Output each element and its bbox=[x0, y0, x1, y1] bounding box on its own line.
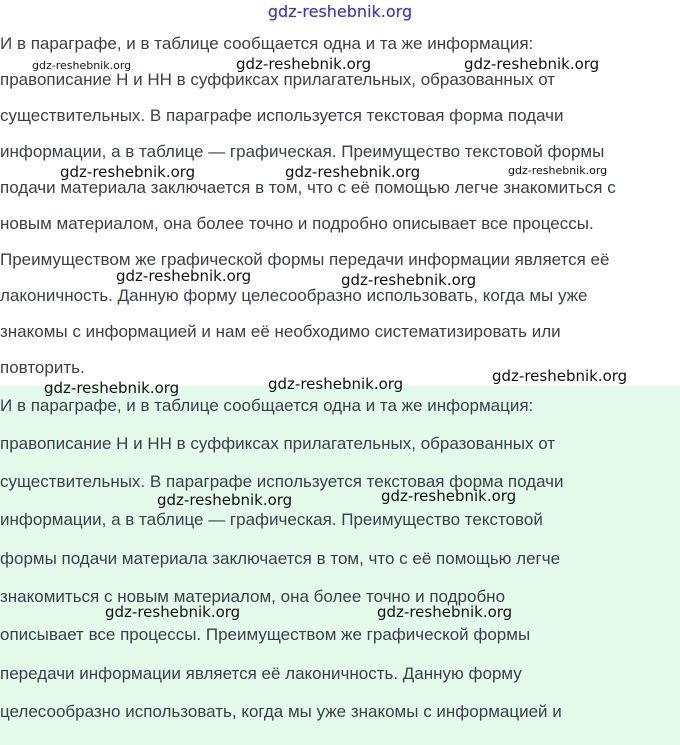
text-line: И в параграфе, и в таблице сообщается одна и та же информация: bbox=[0, 34, 534, 53]
watermark: gdz-reshebnik.org bbox=[116, 267, 252, 285]
watermark: gdz-reshebnik.org bbox=[341, 271, 477, 289]
watermark: gdz-reshebnik.org bbox=[60, 163, 196, 181]
watermark: gdz-reshebnik.org bbox=[381, 487, 517, 505]
text-line: существительных. В параграфе используется текстовая форма подачи bbox=[0, 106, 564, 125]
watermark: gdz-reshebnik.org bbox=[377, 603, 513, 621]
watermark: gdz-reshebnik.org bbox=[268, 375, 404, 393]
text-line: информации, а в таблице — графическая. Преимущество текстовой формы bbox=[0, 142, 605, 161]
text-line: повторить. bbox=[0, 358, 85, 377]
watermark: gdz-reshebnik.org bbox=[44, 379, 180, 397]
text-line: подачи материала заключается в том, что с её помощью легче знакомиться с bbox=[0, 178, 616, 197]
text-line: Преимуществом же графической формы передачи информации является её bbox=[0, 250, 610, 269]
text-line: информации, а в таблице — графическая. Преимущество текстовой bbox=[0, 510, 543, 529]
watermark: gdz-reshebnik.org bbox=[157, 491, 293, 509]
text-line: описывает все процессы. Преимуществом же графической формы bbox=[0, 625, 531, 644]
text-line: лаконичность. Данную форму целесообразно использовать, когда мы уже bbox=[0, 286, 588, 305]
site-watermark-header: gdz-reshebnik.org bbox=[267, 2, 413, 21]
watermark: gdz-reshebnik.org bbox=[464, 55, 600, 73]
text-line: знакомы с информацией и нам её необходимо систематизировать или bbox=[0, 322, 561, 341]
text-line: передачи информации является её лаконичность. Данную форму bbox=[0, 664, 522, 683]
text-block-plain bbox=[0, 28, 680, 386]
watermark: gdz-reshebnik.org bbox=[508, 164, 608, 177]
watermark: gdz-reshebnik.org bbox=[236, 55, 372, 73]
text-line: правописание Н и НН в суффиксах прилагательных, образованных от bbox=[0, 434, 556, 453]
text-line: правописание Н и НН в суффиксах прилагательных, образованных от bbox=[0, 70, 556, 89]
watermark: gdz-reshebnik.org bbox=[492, 367, 628, 385]
text-line: И в параграфе, и в таблице сообщается одна и та же информация: bbox=[0, 396, 534, 415]
watermark: gdz-reshebnik.org bbox=[105, 603, 241, 621]
watermark: gdz-reshebnik.org bbox=[285, 163, 421, 181]
text-line: существительных. В параграфе используется текстовая форма подачи bbox=[0, 472, 564, 491]
text-line: целесообразно использовать, когда мы уже знакомы с информацией и bbox=[0, 702, 562, 721]
text-line: новым материалом, она более точно и подробно описывает все процессы. bbox=[0, 214, 594, 233]
text-line: формы подачи материала заключается в том, что с её помощью легче bbox=[0, 549, 561, 568]
watermark: gdz-reshebnik.org bbox=[32, 59, 132, 72]
text-block-highlighted bbox=[0, 386, 680, 745]
text-line: знакомиться с новым материалом, она более точно и подробно bbox=[0, 587, 506, 606]
